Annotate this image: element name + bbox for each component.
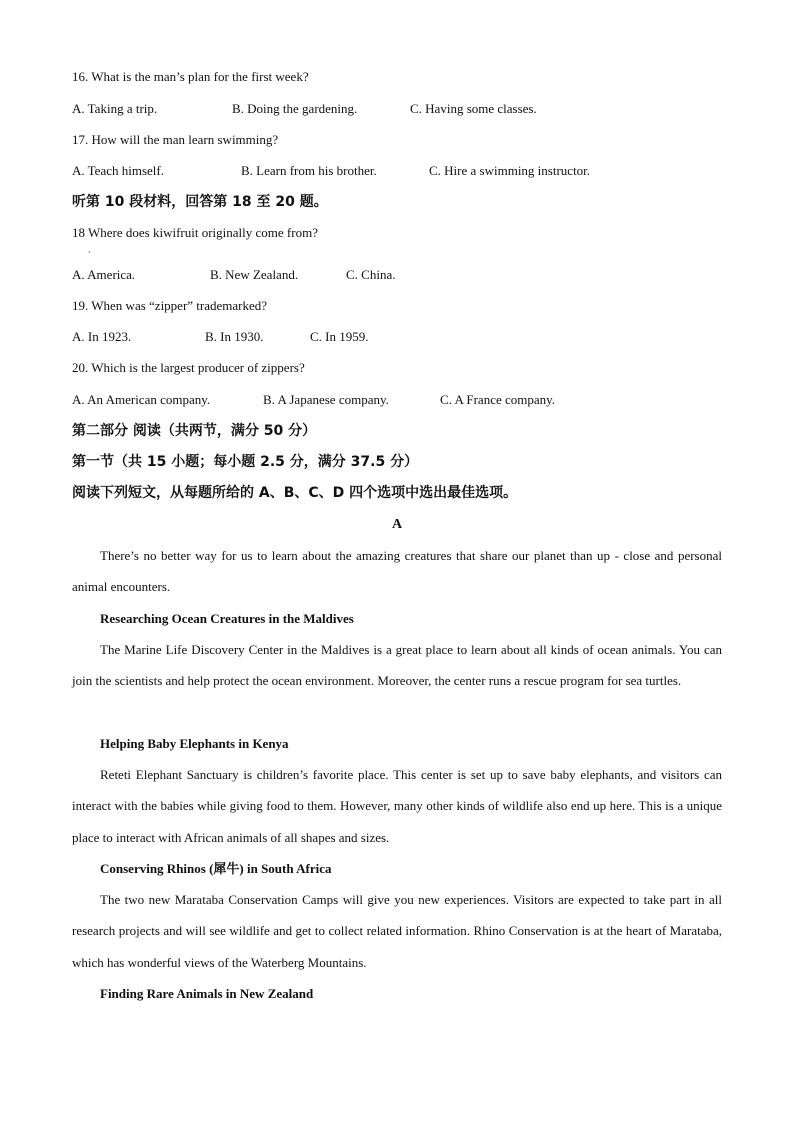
passage-label: A xyxy=(391,517,403,532)
passage-intro: There’s no better way for us to learn about the amazing creatures that share our planet than up - close and personal animal encounters. xyxy=(72,548,722,595)
reading-instruction: 阅读下列短文，从每题所给的 A、B、C、D 四个选项中选出最佳选项。 xyxy=(72,485,518,501)
question-19: 19. When was “zipper” trademarked? xyxy=(72,298,268,313)
stray-mark: ˎ xyxy=(88,243,91,253)
question-18: 18 Where does kiwifruit originally come from? xyxy=(72,225,318,240)
q17-option-c: C. Hire a swimming instructor. xyxy=(429,163,591,178)
part-two-heading: 第二部分 阅读（共两节，满分 50 分） xyxy=(72,423,317,439)
q19-option-b: B. In 1930. xyxy=(205,329,264,344)
q18-option-a: A. America. xyxy=(72,267,136,282)
q19-option-c: C. In 1959. xyxy=(310,329,369,344)
paragraph-maldives: The Marine Life Discovery Center in the Maldives is a great place to learn about all kinds of ocean animals. You can join the scientists and help protect the ocean environment. Moreover, the center runs a rescue program for sea turtles. xyxy=(72,642,722,689)
question-16: 16. What is the man’s plan for the first week? xyxy=(72,69,309,84)
heading-south-africa: Conserving Rhinos (犀牛) in South Africa xyxy=(100,861,332,876)
q20-option-a: A. An American company. xyxy=(72,392,211,407)
heading-kenya: Helping Baby Elephants in Kenya xyxy=(100,736,289,751)
q16-option-a: A. Taking a trip. xyxy=(72,101,158,116)
question-20: 20. Which is the largest producer of zippers? xyxy=(72,360,305,375)
q19-option-a: A. In 1923. xyxy=(72,329,132,344)
q20-option-b: B. A Japanese company. xyxy=(263,392,389,407)
q20-option-c: C. A France company. xyxy=(440,392,556,407)
question-17: 17. How will the man learn swimming? xyxy=(72,132,279,147)
q17-option-b: B. Learn from his brother. xyxy=(241,163,377,178)
paragraph-south-africa: The two new Marataba Conservation Camps will give you new experiences. Visitors are expected to take part in all research projects and will see wildlife and get to collect related information. Rhino Conservation is at the heart of Marataba, which has wonderful views of the Waterberg Mountains. xyxy=(72,892,722,970)
q17-option-a: A. Teach himself. xyxy=(72,163,164,178)
section-one-heading: 第一节（共 15 小题；每小题 2.5 分，满分 37.5 分） xyxy=(72,454,419,470)
heading-maldives: Researching Ocean Creatures in the Maldives xyxy=(100,611,354,626)
q16-option-c: C. Having some classes. xyxy=(410,101,537,116)
q18-option-b: B. New Zealand. xyxy=(210,267,299,282)
q18-option-c: C. China. xyxy=(346,267,396,282)
paragraph-kenya: Reteti Elephant Sanctuary is children’s favorite place. This center is set up to save baby elephants, and visitors can interact with the babies while giving food to them. However, many other kinds of wildlife also end up here. This is a unique place to interact with African animals of all shapes and sizes. xyxy=(72,767,722,845)
q16-option-b: B. Doing the gardening. xyxy=(232,101,358,116)
heading-new-zealand: Finding Rare Animals in New Zealand xyxy=(100,986,314,1001)
section-10-heading: 听第 10 段材料，回答第 18 至 20 题。 xyxy=(72,194,328,210)
